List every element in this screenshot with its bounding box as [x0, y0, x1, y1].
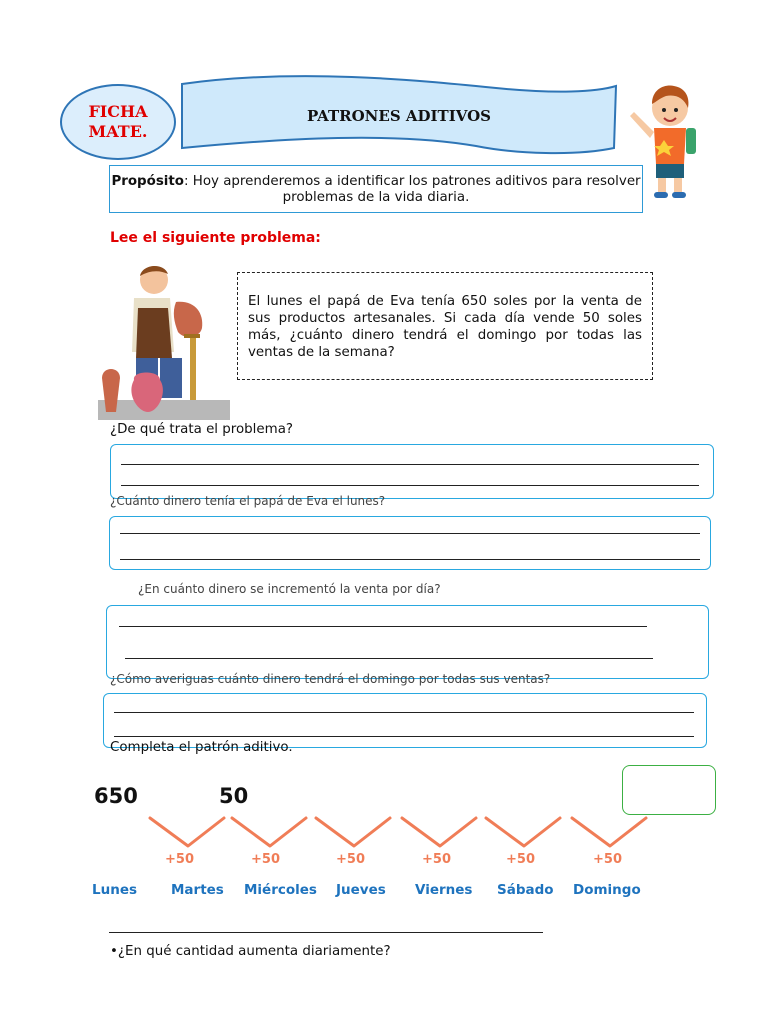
question-what-about: ¿De qué trata el problema?	[110, 422, 294, 437]
potter-illustration	[98, 262, 230, 420]
question-how-find-sunday: ¿Cómo averiguas cuánto dinero tendrá el domingo por todas sus ventas?	[110, 672, 551, 686]
pattern-value-start: 650	[94, 784, 138, 808]
answer-line	[120, 559, 700, 560]
question-daily-amount: •¿En qué cantidad aumenta diariamente?	[110, 944, 391, 959]
arrow	[316, 818, 390, 846]
increment-label: +50	[422, 852, 451, 867]
day-label: Domingo	[573, 882, 641, 898]
day-label: Miércoles	[244, 882, 317, 898]
question-money-monday: ¿Cuánto dinero tenía el papá de Eva el lunes?	[110, 494, 386, 508]
purpose-text: : Hoy aprenderemos a identificar los patrones aditivos para resolver problemas de la vida diaria.	[184, 174, 641, 205]
day-label: Lunes	[92, 882, 138, 898]
answer-line	[109, 932, 543, 933]
day-label: Jueves	[336, 882, 386, 898]
answer-line	[114, 712, 694, 713]
question-complete-pattern: Completa el patrón aditivo.	[110, 740, 293, 755]
increment-label: +50	[165, 852, 194, 867]
purpose-box	[109, 165, 643, 213]
problem-statement: El lunes el papá de Eva tenía 650 soles por la venta de sus productos artesanales. Si cada día vende 50 soles más, ¿cuánto dinero tendrá el domingo por todas las ventas de la semana?	[237, 272, 653, 380]
question-daily-increase: ¿En cuánto dinero se incrementó la venta por día?	[138, 582, 441, 596]
pattern-value-second: 50	[219, 784, 249, 808]
increment-label: +50	[593, 852, 622, 867]
increment-label: +50	[336, 852, 365, 867]
day-label: Martes	[171, 882, 224, 898]
answer-line	[114, 736, 694, 737]
purpose-label: Propósito	[111, 174, 185, 189]
arrow	[232, 818, 306, 846]
increment-label: +50	[251, 852, 280, 867]
arrow	[572, 818, 646, 846]
answer-box-what-about[interactable]	[110, 444, 714, 499]
pattern-arrows	[140, 812, 660, 852]
answer-line	[121, 464, 699, 465]
increment-label: +50	[506, 852, 535, 867]
pattern-answer-box[interactable]	[622, 765, 716, 815]
day-label: Viernes	[415, 882, 473, 898]
answer-line	[119, 626, 647, 627]
instruction-heading: Lee el siguiente problema:	[110, 230, 321, 246]
arrow	[486, 818, 560, 846]
ficha-label: FICHA MATE.	[60, 84, 176, 160]
answer-box-daily-increase[interactable]	[106, 605, 709, 679]
answer-line	[125, 658, 653, 659]
answer-box-money-monday[interactable]	[109, 516, 711, 570]
page-title: PATRONES ADITIVOS	[306, 107, 491, 125]
arrow	[150, 818, 224, 846]
day-label: Sábado	[497, 882, 554, 898]
arrow	[402, 818, 476, 846]
answer-line	[121, 485, 699, 486]
answer-line	[120, 533, 700, 534]
